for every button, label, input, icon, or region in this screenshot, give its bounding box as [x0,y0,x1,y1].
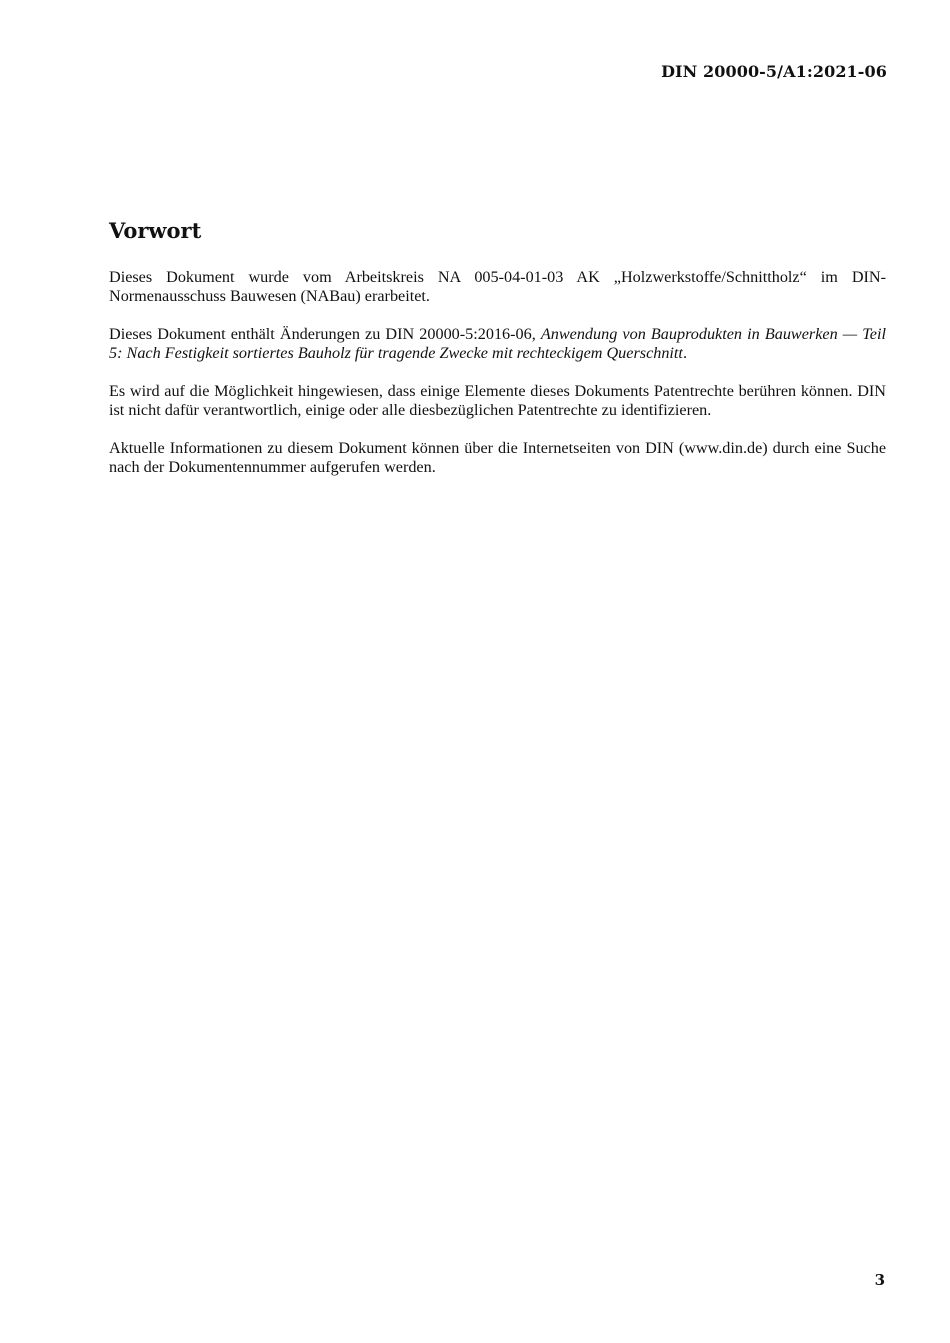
amended-standard-title: Anwendung von Bauprodukten in Bauwerken — Teil 5: Nach Festigkeit sortiertes Bauholz für tragende Zwecke mit rechteckigem Querschnitt [109,325,886,362]
page-number: 3 [874,1271,885,1289]
amendments-suffix: . [682,344,687,362]
amendments-prefix: Dieses Dokument enthält Änderungen zu DIN 20000-5:2016-06, [109,325,541,343]
foreword-section [109,216,886,496]
foreword-paragraph-authorship: Dieses Dokument wurde vom Arbeitskreis NA 005-04-01-03 AK „Holzwerkstoffe/Schnittholz“ im DIN-Normenausschuss Bauwesen (NABau) erarbeitet. [109,268,886,305]
foreword-paragraph-amendments [109,325,886,363]
foreword-paragraph-patents: Es wird auf die Möglichkeit hingewiesen, dass einige Elemente dieses Dokuments Patentrechte berühren können. DIN ist nicht dafür verantwortlich, einige oder alle diesbezüglichen Patentrechte zu identifizieren. [109,382,886,419]
document-id-header: DIN 20000-5/A1:2021-06 [661,62,887,81]
foreword-paragraph-information: Aktuelle Informationen zu diesem Dokument können über die Internetseiten von DIN (www.din.de) durch eine Suche nach der Dokumentennummer aufgerufen werden. [109,439,886,476]
page-title: Vorwort [109,218,202,243]
